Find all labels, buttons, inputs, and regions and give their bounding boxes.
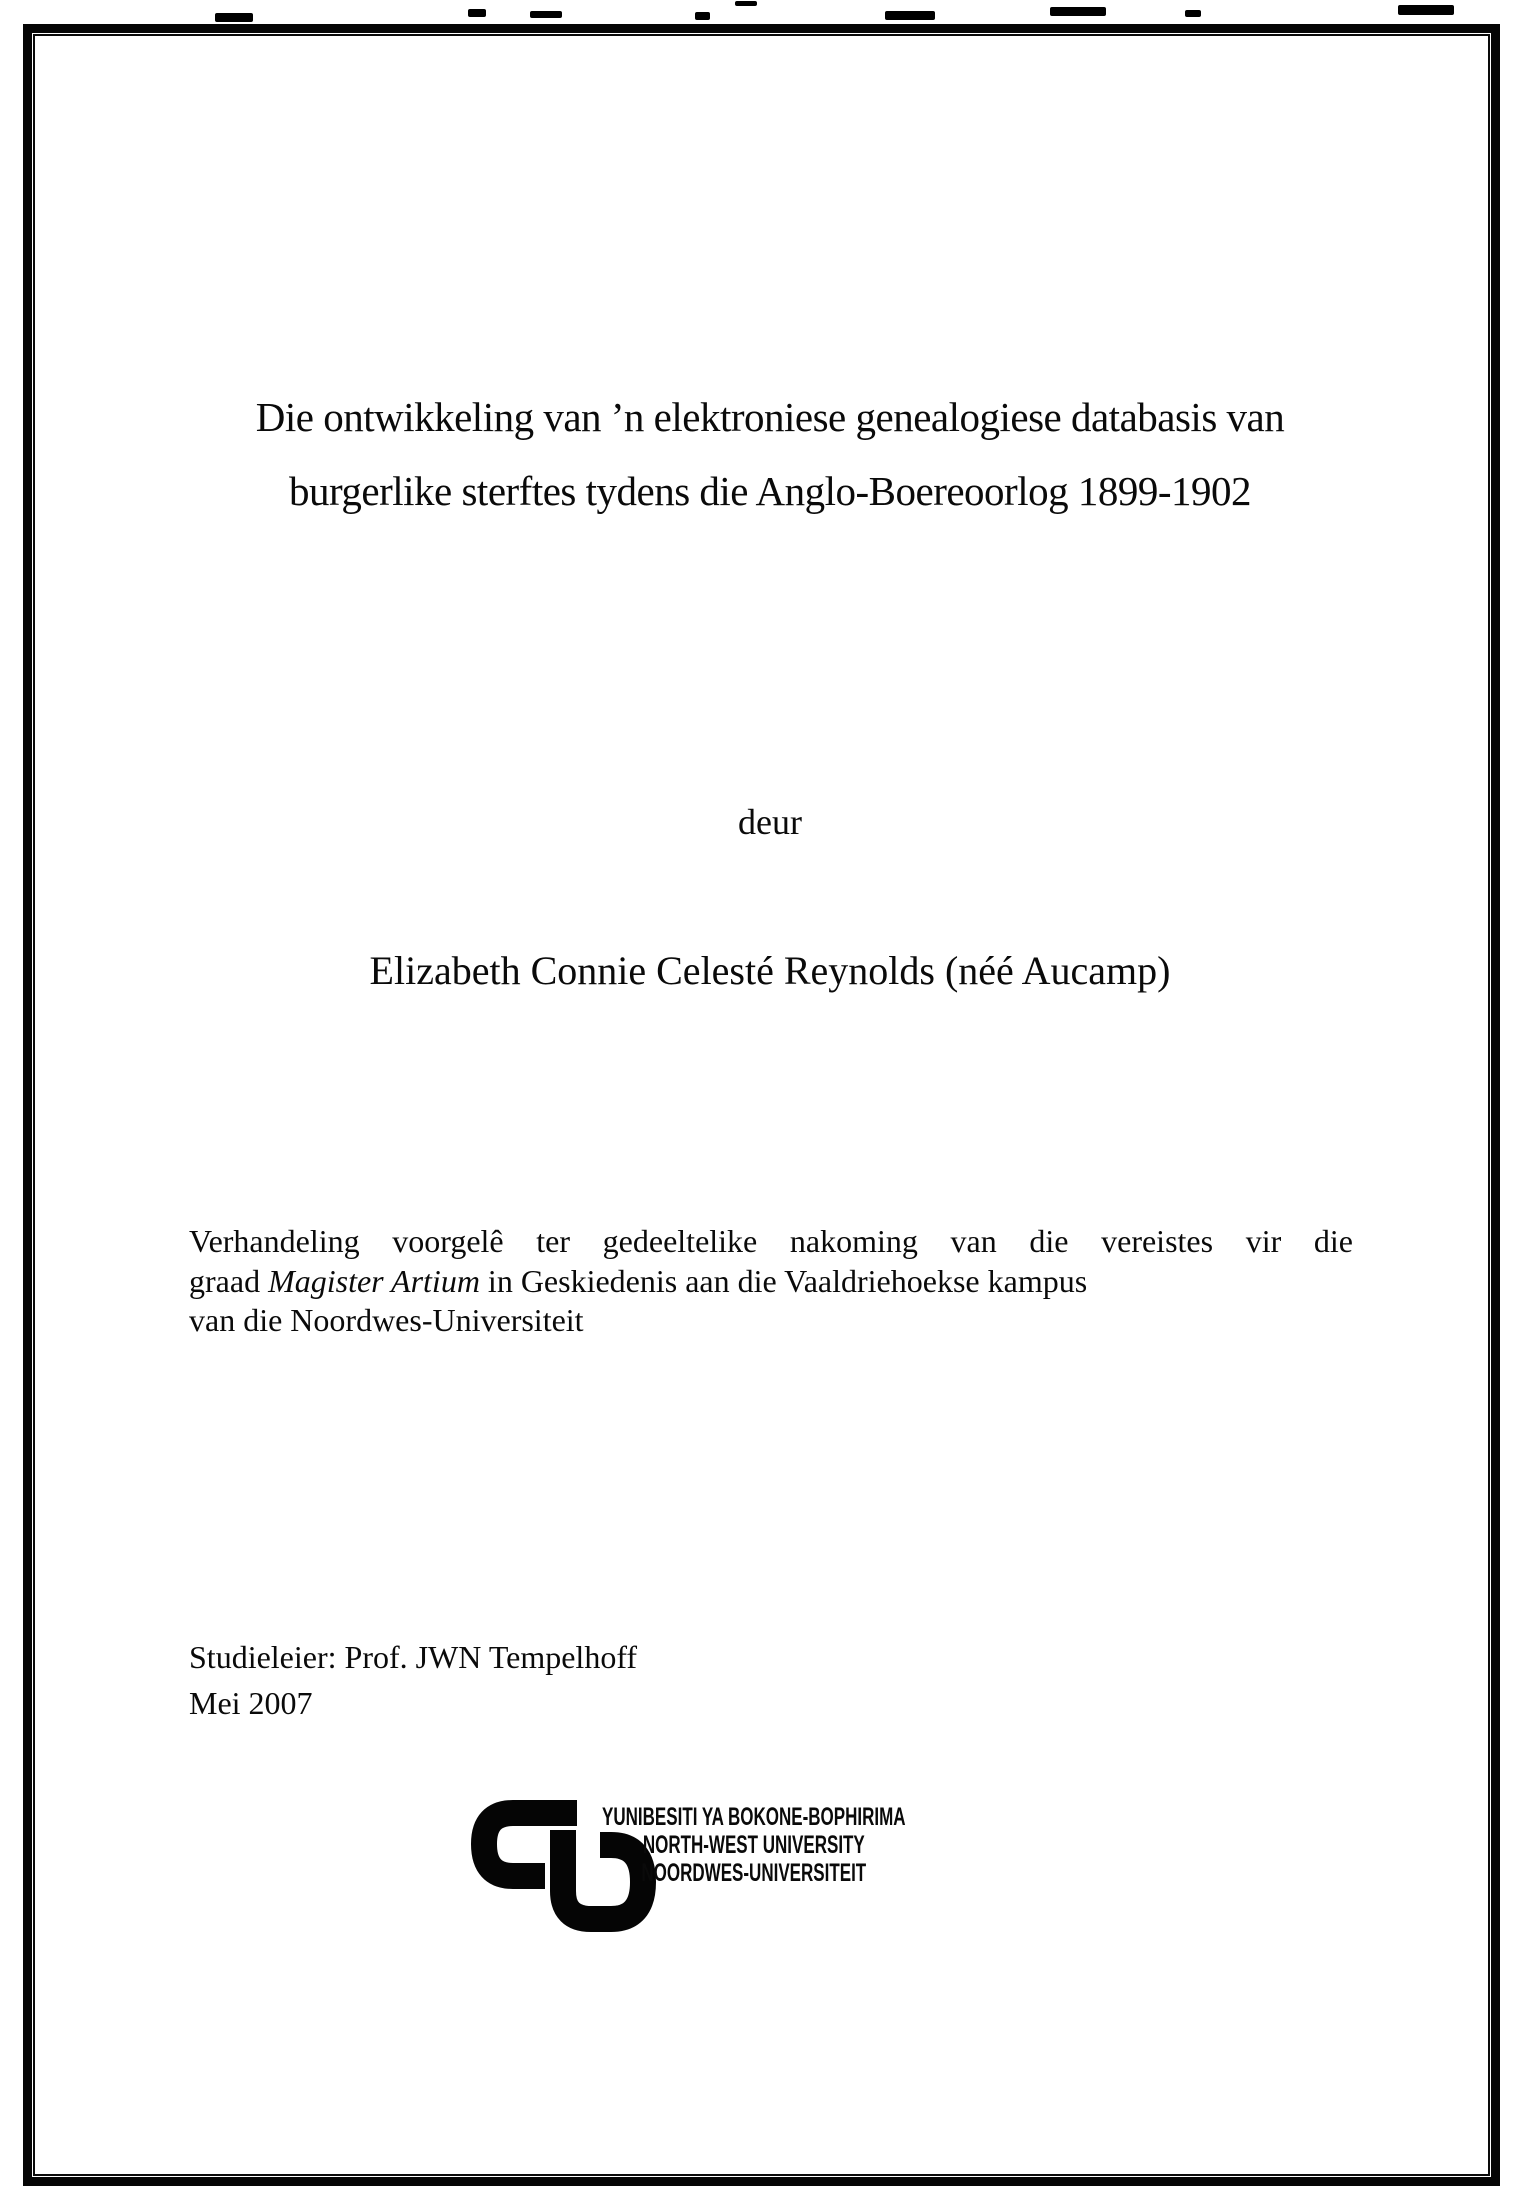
supervisor-line: Studieleier: Prof. JWN Tempelhoff [189, 1639, 638, 1675]
scan-artifact [885, 11, 935, 20]
submission-line-1: Verhandeling voorgelê ter gedeeltelike nakoming van die vereistes vir die [189, 1223, 1353, 1259]
thesis-title [13, 380, 1527, 528]
byline-label: deur [738, 802, 802, 842]
scan-artifact [1050, 7, 1106, 16]
logo-text-line-2: NORTH-WEST UNIVERSITY [642, 1831, 865, 1859]
scan-artifact [468, 9, 486, 17]
supervisor-block [189, 1634, 1089, 1726]
submission-statement [189, 1222, 1353, 1341]
scan-artifact [735, 1, 757, 6]
submission-line-3: van die Noordwes-Universiteit [189, 1302, 584, 1338]
scan-artifact [215, 13, 253, 22]
submission-line-2-post: in Geskiedenis aan die Vaaldriehoekse kampus [479, 1262, 1088, 1299]
university-logo-text [577, 1803, 1097, 1887]
submission-line-2 [189, 1262, 1353, 1302]
date-line: Mei 2007 [189, 1685, 313, 1721]
scan-artifact [1185, 10, 1201, 17]
university-logo [467, 1799, 1107, 1939]
thesis-title-line-2: burgerlike sterftes tydens die Anglo-Boereoorlog 1899-1902 [288, 468, 1251, 514]
thesis-title-line-1: Die ontwikkeling van ’n elektroniese genealogiese databasis van [255, 394, 1285, 440]
logo-text-line-3: NOORDWES-UNIVERSITEIT [641, 1859, 867, 1887]
scan-artifact [530, 11, 562, 18]
scan-artifact [695, 12, 710, 20]
degree-name-italic: Magister Artium [268, 1262, 480, 1299]
logo-text-line-1: YUNIBESITI YA BOKONE-BOPHIRIMA [602, 1803, 906, 1831]
submission-line-2-pre: graad [189, 1262, 269, 1299]
scan-artifact [1398, 5, 1454, 15]
author-name: Elizabeth Connie Celesté Reynolds (néé Aucamp) [369, 948, 1171, 993]
